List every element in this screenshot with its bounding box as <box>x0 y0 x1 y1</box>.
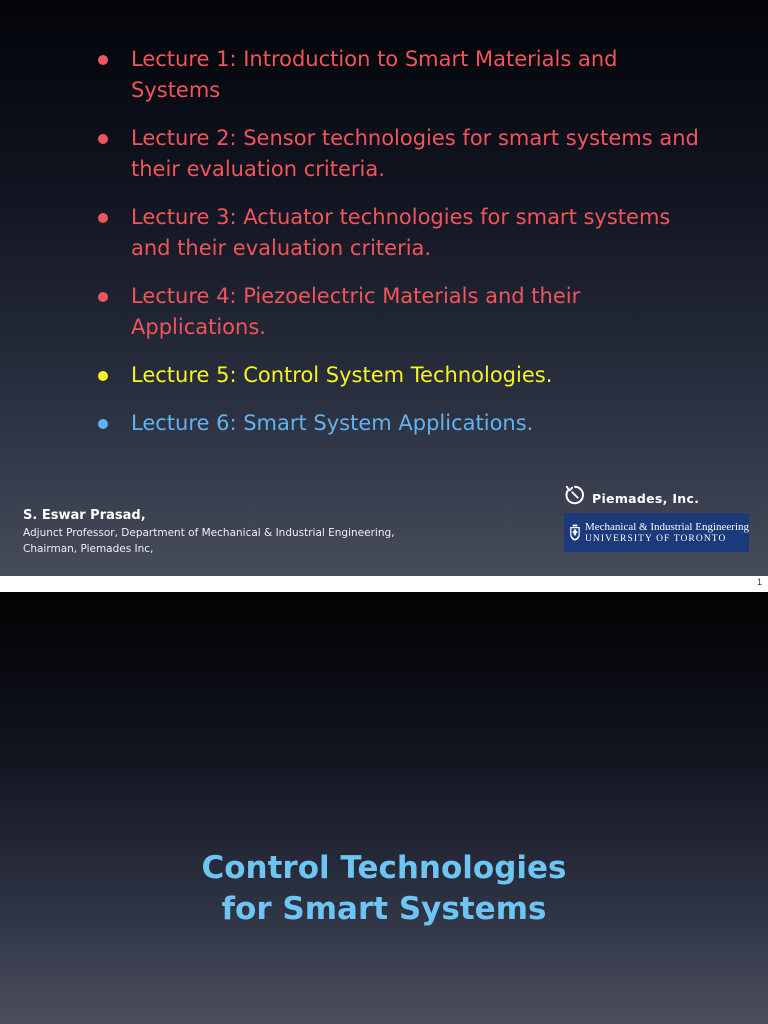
lecture-2-text: Lecture 2: Sensor technologies for smart systems and their evaluation criteria. <box>131 126 699 181</box>
bullet-icon <box>98 419 108 429</box>
lecture-5-text: Lecture 5: Control System Technologies. <box>131 363 553 387</box>
bullet-icon <box>98 292 108 302</box>
lecture-4-text: Lecture 4: Piezoelectric Materials and their Applications. <box>131 284 581 339</box>
university-crest-icon <box>569 519 581 547</box>
university-logo <box>564 513 749 552</box>
piemades-logo <box>564 484 699 506</box>
bullet-icon <box>98 371 108 381</box>
author-affiliation: Chairman, Piemades Inc, <box>23 543 154 555</box>
lecture-item-6 <box>96 408 706 439</box>
lecture-item-1 <box>96 44 706 106</box>
author-title: Adjunct Professor, Department of Mechanical & Industrial Engineering, <box>23 527 395 539</box>
lecture-item-4 <box>96 281 706 343</box>
uoft-university: UNIVERSITY OF TORONTO <box>584 533 727 544</box>
lecture-item-5 <box>96 360 706 391</box>
lecture-6-text: Lecture 6: Smart System Applications. <box>131 411 534 435</box>
slide-title-text <box>0 848 768 930</box>
slide-title <box>0 592 768 1024</box>
lecture-3-text: Lecture 3: Actuator technologies for smart systems and their evaluation criteria. <box>131 205 671 260</box>
slide-title-line-1: Control Technologies <box>201 850 567 886</box>
bullet-icon <box>98 134 108 144</box>
bullet-icon <box>98 213 108 223</box>
bullet-icon <box>98 55 108 65</box>
uoft-department: Mechanical & Industrial Engineering <box>584 520 749 533</box>
slide-title-line-2: for Smart Systems <box>221 891 547 927</box>
lecture-item-3 <box>96 202 706 264</box>
lecture-list <box>96 44 706 456</box>
piemades-name: Piemades, Inc. <box>592 490 700 506</box>
lecture-item-2 <box>96 123 706 185</box>
page-number: 1 <box>756 577 762 587</box>
lecture-1-text: Lecture 1: Introduction to Smart Materials and Systems <box>131 47 618 102</box>
author-name: S. Eswar Prasad, <box>23 508 146 523</box>
author-block <box>23 507 394 557</box>
piemades-swirl-icon <box>564 484 586 506</box>
